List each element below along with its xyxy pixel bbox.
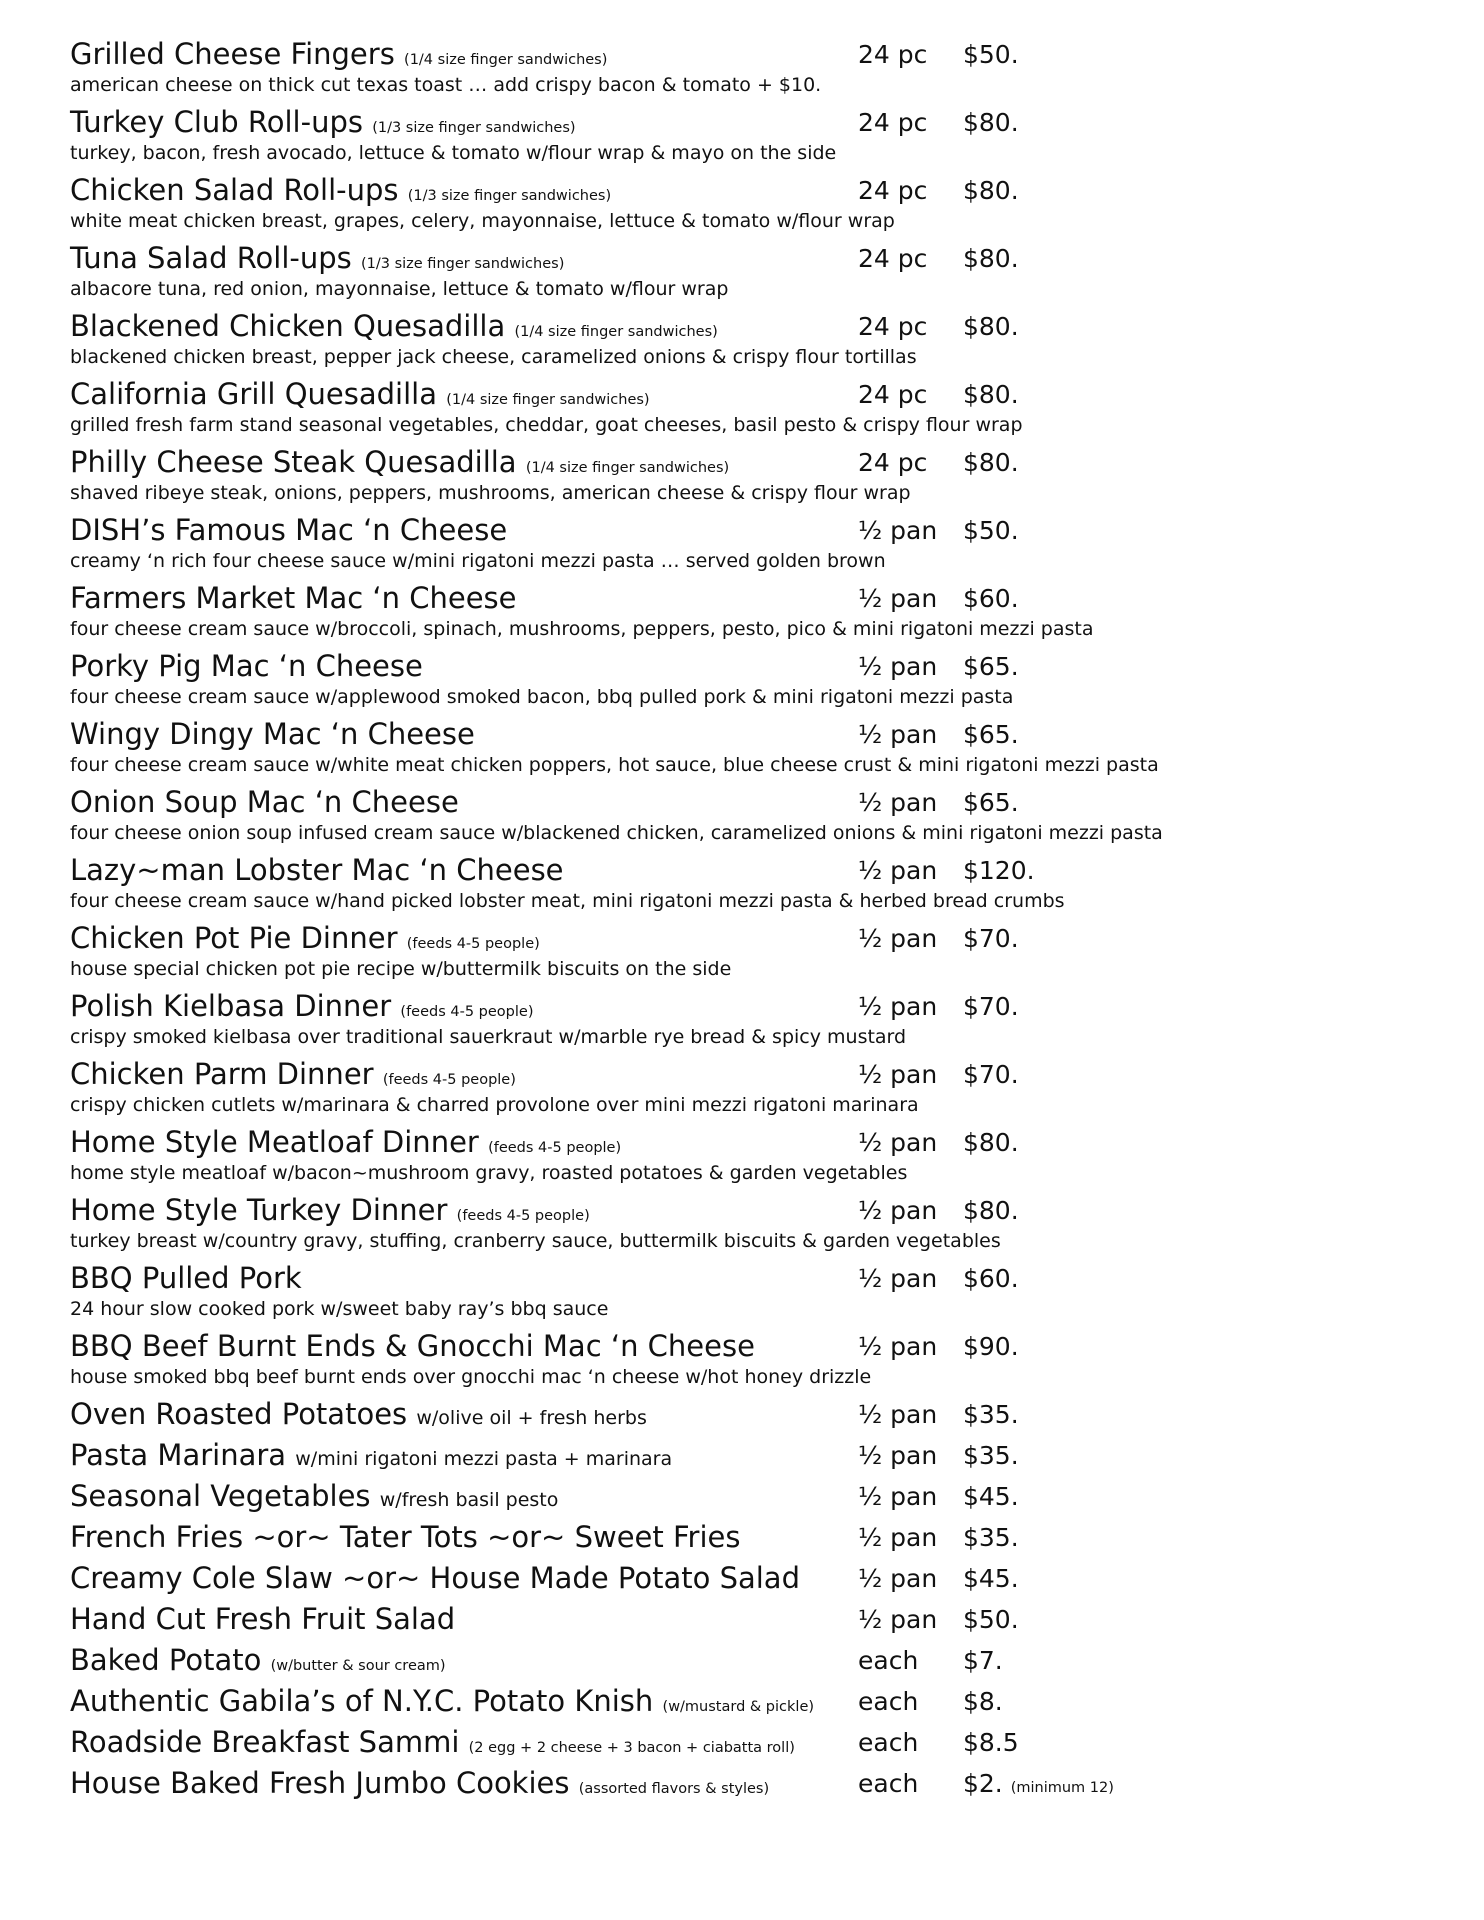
item-price-group — [963, 1521, 1019, 1559]
item-price: $70. — [963, 992, 1019, 1021]
item-quantity: ½ pan — [858, 516, 938, 545]
item-price: $35. — [963, 1400, 1019, 1429]
item-price-group — [963, 38, 1019, 72]
item-price-group — [963, 650, 1019, 684]
item-minimum-note: (minimum 12) — [1010, 1780, 1114, 1796]
item-quantity: ½ pan — [858, 1605, 938, 1634]
menu-item-row — [70, 1056, 1460, 1092]
item-name: BBQ Beef Burnt Ends & Gnocchi Mac ‘n Cheese — [70, 1329, 755, 1363]
item-name: Seasonal Vegetables — [70, 1479, 371, 1513]
menu-item — [70, 648, 1460, 716]
menu-item — [70, 444, 1460, 512]
item-price-group — [963, 1644, 1003, 1682]
item-description: crispy chicken cutlets w/marinara & charred provolone over mini mezzi rigatoni marinara — [70, 1094, 919, 1116]
menu-item — [70, 716, 1460, 784]
item-price-group — [963, 1603, 1019, 1641]
item-name: Chicken Parm Dinner — [70, 1057, 374, 1091]
item-quantity: 24 pc — [858, 108, 928, 137]
side-item — [70, 1724, 1460, 1765]
item-price-group — [963, 786, 1019, 820]
item-price: $60. — [963, 1264, 1019, 1293]
item-description: house special chicken pot pie recipe w/buttermilk biscuits on the side — [70, 958, 732, 980]
item-name-group — [70, 1519, 740, 1561]
item-price: $80. — [963, 176, 1019, 205]
menu-item-row — [70, 1642, 1460, 1678]
item-note: w/olive oil + fresh herbs — [416, 1407, 647, 1429]
item-description: albacore tuna, red onion, mayonnaise, lettuce & tomato w/flour wrap — [70, 278, 729, 300]
item-price-group — [963, 310, 1019, 344]
menu-item-row — [70, 1478, 1460, 1514]
menu-item-row — [70, 308, 1460, 344]
item-price: $80. — [963, 380, 1019, 409]
item-name-group — [70, 1478, 558, 1518]
item-note: (1/4 size finger sandwiches) — [514, 324, 718, 340]
item-description: home style meatloaf w/bacon~mushroom gravy, roasted potatoes & garden vegetables — [70, 1162, 908, 1184]
item-price-group — [963, 922, 1019, 956]
menu-item — [70, 784, 1460, 852]
side-item — [70, 1396, 1460, 1437]
item-name: DISH’s Famous Mac ‘n Cheese — [70, 513, 508, 547]
item-note: (feeds 4-5 people) — [400, 1004, 534, 1020]
menu-list — [70, 36, 1460, 1806]
side-item — [70, 1683, 1460, 1724]
item-price-group — [963, 1439, 1019, 1477]
item-name: Home Style Meatloaf Dinner — [70, 1125, 479, 1159]
item-name: Lazy~man Lobster Mac ‘n Cheese — [70, 853, 564, 887]
item-quantity: 24 pc — [858, 312, 928, 341]
item-quantity: ½ pan — [858, 1441, 938, 1470]
menu-item-row — [70, 1328, 1460, 1364]
item-name: Baked Potato — [70, 1643, 262, 1677]
menu-item — [70, 1260, 1460, 1328]
item-name: Turkey Club Roll-ups — [70, 105, 363, 139]
menu-item — [70, 1124, 1460, 1192]
item-name: California Grill Quesadilla — [70, 377, 437, 411]
menu-item — [70, 308, 1460, 376]
item-description: american cheese on thick cut texas toast … add crispy bacon & tomato + $10. — [70, 74, 822, 96]
menu-item-row — [70, 1724, 1460, 1760]
menu-item-row — [70, 988, 1460, 1024]
item-name: Authentic Gabila’s of N.Y.C. Potato Knish — [70, 1684, 654, 1718]
menu-item-row — [70, 172, 1460, 208]
menu-item-row — [70, 1601, 1460, 1637]
item-name-group — [70, 308, 718, 350]
item-price: $80. — [963, 244, 1019, 273]
item-price: $35. — [963, 1523, 1019, 1552]
item-price: $70. — [963, 924, 1019, 953]
item-price-group — [963, 1126, 1019, 1160]
menu-item-row — [70, 716, 1460, 752]
item-name: Porky Pig Mac ‘n Cheese — [70, 649, 423, 683]
menu-item — [70, 172, 1460, 240]
item-name-group — [70, 1601, 455, 1643]
item-price: $120. — [963, 856, 1035, 885]
item-name: Pasta Marinara — [70, 1438, 287, 1472]
item-note: (feeds 4-5 people) — [456, 1208, 590, 1224]
item-quantity: ½ pan — [858, 1564, 938, 1593]
item-description: creamy ‘n rich four cheese sauce w/mini rigatoni mezzi pasta … served golden brown — [70, 550, 886, 572]
item-quantity: ½ pan — [858, 1128, 938, 1157]
menu-item-row — [70, 1683, 1460, 1719]
menu-item-row — [70, 1192, 1460, 1228]
item-name-group — [70, 648, 423, 690]
item-name-group — [70, 920, 540, 962]
item-price: $65. — [963, 652, 1019, 681]
item-description: blackened chicken breast, pepper jack cheese, caramelized onions & crispy flour tortillas — [70, 346, 917, 368]
menu-item — [70, 580, 1460, 648]
item-quantity: ½ pan — [858, 1400, 938, 1429]
item-note: (feeds 4-5 people) — [382, 1072, 516, 1088]
menu-item — [70, 36, 1460, 104]
item-quantity: ½ pan — [858, 1523, 938, 1552]
item-price-group — [963, 1262, 1019, 1296]
item-quantity: each — [858, 1728, 919, 1757]
item-price-group — [963, 378, 1019, 412]
item-name: Chicken Salad Roll-ups — [70, 173, 399, 207]
item-price: $80. — [963, 448, 1019, 477]
menu-item-row — [70, 1396, 1460, 1432]
item-note: (1/3 size finger sandwiches) — [372, 120, 576, 136]
item-quantity: 24 pc — [858, 176, 928, 205]
menu-item — [70, 512, 1460, 580]
item-price: $90. — [963, 1332, 1019, 1361]
item-price: $50. — [963, 40, 1019, 69]
item-name: Blackened Chicken Quesadilla — [70, 309, 506, 343]
menu-item-row — [70, 1560, 1460, 1596]
item-description: four cheese onion soup infused cream sauce w/blackened chicken, caramelized onions & mini rigatoni mezzi pasta — [70, 822, 1163, 844]
item-quantity: ½ pan — [858, 856, 938, 885]
item-price: $80. — [963, 312, 1019, 341]
item-quantity: ½ pan — [858, 1264, 938, 1293]
item-name: Farmers Market Mac ‘n Cheese — [70, 581, 517, 615]
side-item — [70, 1437, 1460, 1478]
item-name-group — [70, 1396, 647, 1436]
item-name: Philly Cheese Steak Quesadilla — [70, 445, 517, 479]
menu-item-row — [70, 920, 1460, 956]
item-name-group — [70, 172, 611, 214]
item-name-group — [70, 852, 564, 894]
item-name: Oven Roasted Potatoes — [70, 1397, 408, 1431]
item-name: BBQ Pulled Pork — [70, 1261, 302, 1295]
item-name: French Fries ~or~ Tater Tots ~or~ Sweet Fries — [70, 1520, 741, 1554]
item-name: Grilled Cheese Fingers — [70, 37, 395, 71]
menu-item-row — [70, 852, 1460, 888]
item-quantity: ½ pan — [858, 652, 938, 681]
menu-item — [70, 1328, 1460, 1396]
item-price-group — [963, 854, 1035, 888]
item-name-group — [70, 1056, 516, 1098]
menu-item-row — [70, 1260, 1460, 1296]
item-description: house smoked bbq beef burnt ends over gnocchi mac ‘n cheese w/hot honey drizzle — [70, 1366, 872, 1388]
item-price-group — [963, 446, 1019, 480]
item-price-group — [963, 1058, 1019, 1092]
menu-item-row — [70, 376, 1460, 412]
menu-item — [70, 1056, 1460, 1124]
item-quantity: ½ pan — [858, 1196, 938, 1225]
item-price-group — [963, 1330, 1019, 1364]
item-name: Creamy Cole Slaw ~or~ House Made Potato Salad — [70, 1561, 800, 1595]
menu-item — [70, 104, 1460, 172]
item-price: $7. — [963, 1646, 1003, 1675]
item-name-group — [70, 1724, 795, 1766]
item-description: four cheese cream sauce w/applewood smoked bacon, bbq pulled pork & mini rigatoni mezzi pasta — [70, 686, 1014, 708]
item-note: (feeds 4-5 people) — [488, 1140, 622, 1156]
item-name: Wingy Dingy Mac ‘n Cheese — [70, 717, 475, 751]
item-name-group — [70, 104, 576, 146]
menu-item — [70, 988, 1460, 1056]
item-note: (1/3 size finger sandwiches) — [407, 188, 612, 204]
item-name-group — [70, 1260, 302, 1302]
item-price: $80. — [963, 108, 1019, 137]
item-name-group — [70, 1437, 672, 1477]
menu-item-row — [70, 1124, 1460, 1160]
item-quantity: 24 pc — [858, 244, 928, 273]
item-price-group — [963, 106, 1019, 140]
item-quantity: 24 pc — [858, 448, 928, 477]
item-description: shaved ribeye steak, onions, peppers, mushrooms, american cheese & crispy flour wrap — [70, 482, 911, 504]
menu-item-row — [70, 1765, 1460, 1801]
item-price-group — [963, 1398, 1019, 1436]
item-name: Chicken Pot Pie Dinner — [70, 921, 398, 955]
menu-item-row — [70, 512, 1460, 548]
menu-item — [70, 920, 1460, 988]
item-name-group — [70, 1642, 446, 1684]
item-name-group — [70, 240, 564, 282]
menu-item-row — [70, 648, 1460, 684]
item-note: (w/mustard & pickle) — [662, 1699, 815, 1715]
item-quantity: each — [858, 1646, 919, 1675]
item-quantity: each — [858, 1687, 919, 1716]
item-price-group — [963, 582, 1019, 616]
item-name-group — [70, 1765, 769, 1807]
item-name-group — [70, 36, 607, 78]
item-name-group — [70, 580, 516, 622]
item-price-group — [963, 718, 1019, 752]
item-price: $2. — [963, 1769, 1003, 1798]
item-note: w/fresh basil pesto — [379, 1489, 559, 1511]
item-description: white meat chicken breast, grapes, celery, mayonnaise, lettuce & tomato w/flour wrap — [70, 210, 895, 232]
item-name-group — [70, 1192, 590, 1234]
menu-item — [70, 852, 1460, 920]
item-name: Onion Soup Mac ‘n Cheese — [70, 785, 459, 819]
item-description: grilled fresh farm stand seasonal vegetables, cheddar, goat cheeses, basil pesto & crispy flour wrap — [70, 414, 1023, 436]
item-name-group — [70, 1683, 814, 1725]
item-note: (1/4 size finger sandwiches) — [525, 460, 730, 476]
item-note: (feeds 4-5 people) — [406, 936, 540, 952]
side-item — [70, 1601, 1460, 1642]
item-description: four cheese cream sauce w/broccoli, spinach, mushrooms, peppers, pesto, pico & mini rigatoni mezzi pasta — [70, 618, 1094, 640]
item-price: $50. — [963, 1605, 1019, 1634]
item-name-group — [70, 1124, 621, 1166]
item-price-group — [963, 1685, 1003, 1723]
side-item — [70, 1519, 1460, 1560]
item-price-group — [963, 1767, 1114, 1805]
item-price: $45. — [963, 1482, 1019, 1511]
item-quantity: ½ pan — [858, 584, 938, 613]
menu-item-row — [70, 784, 1460, 820]
menu-item-row — [70, 1437, 1460, 1473]
item-name-group — [70, 1560, 800, 1602]
item-price: $8. — [963, 1687, 1003, 1716]
menu-item-row — [70, 240, 1460, 276]
menu-item-row — [70, 1519, 1460, 1555]
item-name-group — [70, 784, 459, 826]
menu-item-row — [70, 104, 1460, 140]
item-price: $45. — [963, 1564, 1019, 1593]
item-description: turkey, bacon, fresh avocado, lettuce & tomato w/flour wrap & mayo on the side — [70, 142, 837, 164]
item-name: Polish Kielbasa Dinner — [70, 989, 392, 1023]
item-description: four cheese cream sauce w/white meat chicken poppers, hot sauce, blue cheese crust & mini rigatoni mezzi pasta — [70, 754, 1159, 776]
item-quantity: 24 pc — [858, 40, 928, 69]
item-quantity: each — [858, 1769, 919, 1798]
item-note: (1/4 size finger sandwiches) — [404, 52, 608, 68]
item-name-group — [70, 376, 650, 418]
item-name-group — [70, 444, 729, 486]
item-price: $35. — [963, 1441, 1019, 1470]
item-price-group — [963, 242, 1019, 276]
item-quantity: ½ pan — [858, 924, 938, 953]
menu-item — [70, 1192, 1460, 1260]
item-quantity: ½ pan — [858, 1060, 938, 1089]
menu-item-row — [70, 444, 1460, 480]
item-note: (1/4 size finger sandwiches) — [446, 392, 650, 408]
menu-item-row — [70, 36, 1460, 72]
side-item — [70, 1478, 1460, 1519]
item-description: four cheese cream sauce w/hand picked lobster meat, mini rigatoni mezzi pasta & herbed bread crumbs — [70, 890, 1065, 912]
item-note: (2 egg + 2 cheese + 3 bacon + ciabatta roll) — [468, 1740, 795, 1756]
item-note: (assorted flavors & styles) — [578, 1781, 770, 1797]
item-quantity: ½ pan — [858, 992, 938, 1021]
item-quantity: ½ pan — [858, 788, 938, 817]
item-name-group — [70, 1328, 755, 1370]
side-item — [70, 1560, 1460, 1601]
item-price-group — [963, 1194, 1019, 1228]
item-price-group — [963, 1480, 1019, 1518]
item-description: turkey breast w/country gravy, stuffing, cranberry sauce, buttermilk biscuits & garden vegetables — [70, 1230, 1001, 1252]
item-price-group — [963, 174, 1019, 208]
item-name: Roadside Breakfast Sammi — [70, 1725, 460, 1759]
item-note: (w/butter & sour cream) — [270, 1658, 446, 1674]
item-price: $8.5 — [963, 1728, 1019, 1757]
menu-item-row — [70, 580, 1460, 616]
side-item — [70, 1765, 1460, 1806]
item-quantity: ½ pan — [858, 1482, 938, 1511]
item-price: $50. — [963, 516, 1019, 545]
item-price-group — [963, 1562, 1019, 1600]
item-name: Home Style Turkey Dinner — [70, 1193, 448, 1227]
item-price-group — [963, 1726, 1019, 1764]
item-price: $80. — [963, 1196, 1019, 1225]
item-price: $65. — [963, 788, 1019, 817]
item-name: Tuna Salad Roll-ups — [70, 241, 352, 275]
item-quantity: 24 pc — [858, 380, 928, 409]
item-description: crispy smoked kielbasa over traditional sauerkraut w/marble rye bread & spicy mustard — [70, 1026, 907, 1048]
item-price-group — [963, 990, 1019, 1024]
item-price-group — [963, 514, 1019, 548]
item-name-group — [70, 716, 475, 758]
item-name: House Baked Fresh Jumbo Cookies — [70, 1766, 570, 1800]
item-note: (1/3 size finger sandwiches) — [360, 256, 565, 272]
item-name-group — [70, 512, 507, 554]
item-price: $70. — [963, 1060, 1019, 1089]
item-note: w/mini rigatoni mezzi pasta + marinara — [295, 1448, 673, 1470]
item-quantity: ½ pan — [858, 1332, 938, 1361]
item-price: $65. — [963, 720, 1019, 749]
item-price: $80. — [963, 1128, 1019, 1157]
side-item — [70, 1642, 1460, 1683]
menu-item — [70, 376, 1460, 444]
item-name-group — [70, 988, 533, 1030]
item-quantity: ½ pan — [858, 720, 938, 749]
menu-item — [70, 240, 1460, 308]
item-name: Hand Cut Fresh Fruit Salad — [70, 1602, 456, 1636]
item-description: 24 hour slow cooked pork w/sweet baby ray’s bbq sauce — [70, 1298, 609, 1320]
item-price: $60. — [963, 584, 1019, 613]
